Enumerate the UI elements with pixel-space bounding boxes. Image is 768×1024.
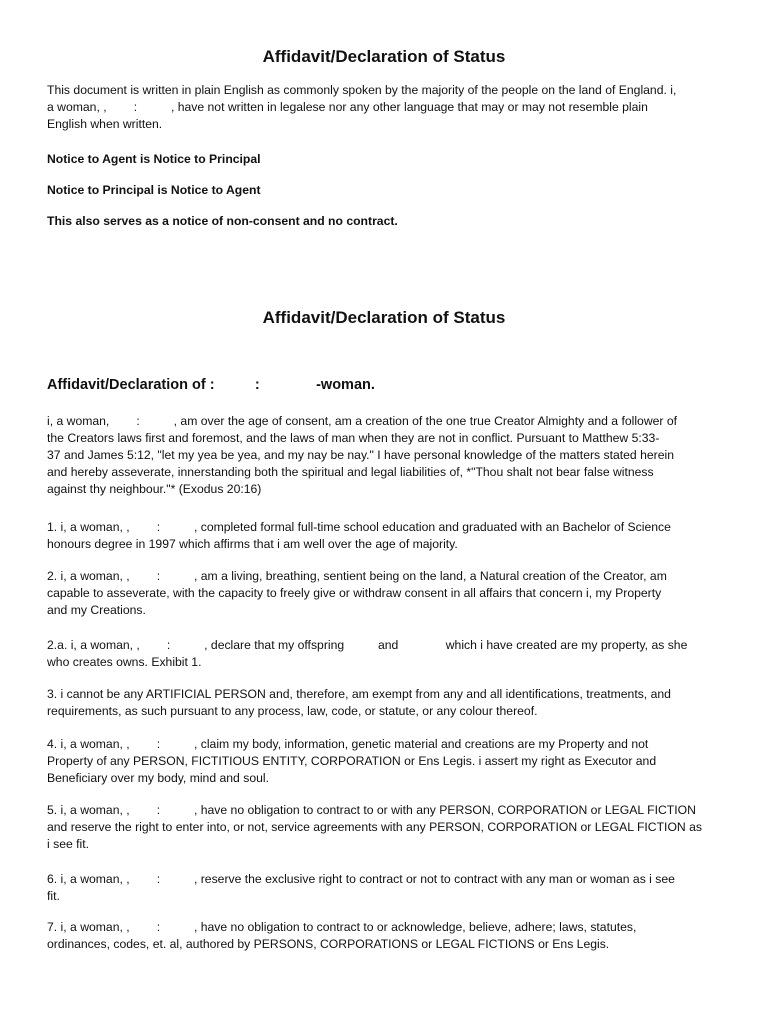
clause-5: 5. i, a woman, , : , have no obligation to contract to or with any PERSON, CORPORATION or LEGAL FICTION and reserve the right to enter into, or not, service agreements with any PERSON, CORPORATION or LEGAL FICTION as i see fit. [47,803,702,851]
notice-agent-principal: Notice to Agent is Notice to Principal [47,152,261,166]
clause-4: 4. i, a woman, , : , claim my body, information, genetic material and creations are my Property and not Property of any PERSON, FICTITIOUS ENTITY, CORPORATION or Ens Legis. i assert my right as Executor and Beneficiary over my body, mind and soul. [47,737,657,785]
clause-2a: 2.a. i, a woman, , : , declare that my offspring and which i have created are my property, as she who creates owns. Exhibit 1. [47,638,688,669]
clause-1: 1. i, a woman, , : , completed formal full-time school education and graduated with an Bachelor of Science honours degree in 1997 which affirms that i am well over the age of majority. [47,520,671,551]
section-title: Affidavit/Declaration of Status [262,308,506,327]
non-consent-notice: This also serves as a notice of non-consent and no contract. [47,214,398,228]
document-title: Affidavit/Declaration of Status [262,47,506,66]
declaration-subheading: Affidavit/Declaration of : : -woman. [47,377,375,393]
intro-paragraph: This document is written in plain English as commonly spoken by the majority of the people on the land of England. i, a woman, , : , have not written in legalese nor any other language that may or may not resemble plain English when written. [47,83,677,131]
clause-6: 6. i, a woman, , : , reserve the exclusive right to contract or not to contract with any man or woman as i see fit. [47,872,675,903]
preamble-paragraph: i, a woman, : , am over the age of consent, am a creation of the one true Creator Almighty and a follower of the Creators laws first and foremost, and the laws of man when they are not in conflict. Pursuant to Matthew 5:33- 37 and James 5:12, "let my yea be yea, and my nay be nay." I have personal knowledge of the matters stated herein and hereby asseverate, innerstanding both the spiritual and legal liabilities of, *"Thou shalt not bear false witness against thy neighbour."* (Exodus 20:16) [47,414,678,496]
clause-2: 2. i, a woman, , : , am a living, breathing, sentient being on the land, a Natural creation of the Creator, am capable to asseverate, with the capacity to freely give or withdraw consent in all affairs that concern i, my Property and my Creations. [47,569,667,617]
clause-3: 3. i cannot be any ARTIFICIAL PERSON and, therefore, am exempt from any and all identifications, treatments, and requirements, as such pursuant to any process, law, code, or statute, or any colour thereof. [47,687,671,718]
notice-principal-agent: Notice to Principal is Notice to Agent [47,183,261,197]
clause-7: 7. i, a woman, , : , have no obligation to contract to or acknowledge, believe, adhere; laws, statutes, ordinances, codes, et. al, authored by PERSONS, CORPORATIONS or LEGAL FICTIONS or Ens Legis. [47,920,637,951]
